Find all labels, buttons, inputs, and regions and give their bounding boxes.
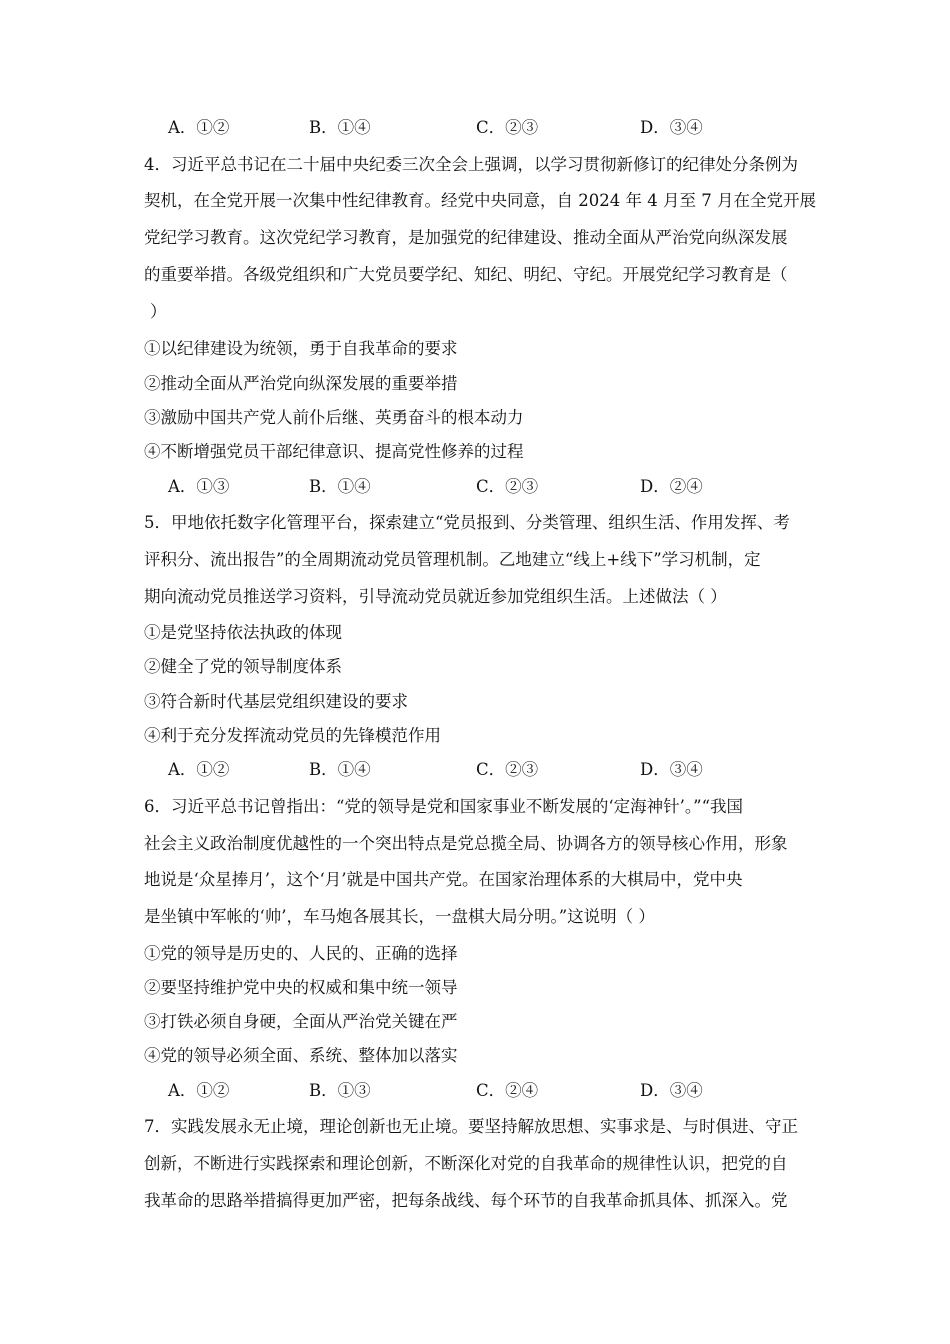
q5-statement-4: ④利于充分发挥流动党员的先锋模范作用 bbox=[144, 726, 441, 745]
q4-statement-2: ②推动全面从严治党向纵深发展的重要举措 bbox=[144, 374, 458, 393]
q7-stem-line: 创新，不断进行实践探索和理论创新，不断深化对党的自我革命的规律性认识，把党的自 bbox=[144, 1154, 788, 1173]
q6-stem-line: 地说是‘众星捧月’，这个‘月’就是中国共产党。在国家治理体系的大棋局中，党中央 bbox=[144, 870, 743, 889]
q4-statement-3: ③激励中国共产党人前仆后继、英勇奋斗的根本动力 bbox=[144, 408, 524, 427]
q4-stem-line: 的重要举措。各级党组织和广大党员要学纪、知纪、明纪、守纪。开展党纪学习教育是（ bbox=[144, 265, 788, 284]
q3-options bbox=[168, 118, 808, 138]
q6-statement-2: ②要坚持维护党中央的权威和集中统一领导 bbox=[144, 978, 458, 997]
q5-stem-line: 5．甲地依托数字化管理平台，探索建立“党员报到、分类管理、组织生活、作用发挥、考 bbox=[144, 513, 790, 532]
q4-option-d[interactable]: D．②④ bbox=[640, 477, 703, 496]
q6-statement-4: ④党的领导必须全面、系统、整体加以落实 bbox=[144, 1046, 458, 1065]
q6-option-d[interactable]: D．③④ bbox=[640, 1081, 703, 1100]
q5-statement-2: ②健全了党的领导制度体系 bbox=[144, 657, 342, 676]
q4-statement-1: ①以纪律建设为统领，勇于自我革命的要求 bbox=[144, 339, 458, 358]
q5-option-c[interactable]: C．②③ bbox=[476, 760, 539, 779]
q6-stem-line: 是坐镇中军帐的‘帅’，车马炮各展其长，一盘棋大局分明。”这说明（ ） bbox=[144, 907, 655, 926]
q4-stem-line: 契机，在全党开展一次集中性纪律教育。经党中央同意，自 2024 年 4 月至 7 月在全党开展 bbox=[144, 191, 816, 210]
q3-option-b[interactable]: B．①④ bbox=[309, 118, 371, 137]
q5-options bbox=[168, 760, 808, 780]
q4-statement-4: ④不断增强党员干部纪律意识、提高党性修养的过程 bbox=[144, 442, 524, 461]
q6-option-a[interactable]: A．①② bbox=[168, 1081, 230, 1100]
q6-options bbox=[168, 1081, 808, 1101]
q6-stem-line: 6．习近平总书记曾指出：“党的领导是党和国家事业不断发展的‘定海神针’。”“我国 bbox=[144, 797, 744, 816]
q4-stem-line: 党纪学习教育。这次党纪学习教育，是加强党的纪律建设、推动全面从严治党向纵深发展 bbox=[144, 228, 788, 247]
q7-stem-line: 7．实践发展永无止境，理论创新也无止境。要坚持解放思想、实事求是、与时俱进、守正 bbox=[144, 1117, 798, 1136]
q6-statement-3: ③打铁必须自身硬，全面从严治党关键在严 bbox=[144, 1012, 458, 1031]
q4-options bbox=[168, 477, 808, 497]
q4-option-a[interactable]: A．①③ bbox=[168, 477, 230, 496]
q5-option-d[interactable]: D．③④ bbox=[640, 760, 703, 779]
q3-option-d[interactable]: D．③④ bbox=[640, 118, 703, 137]
q5-stem-line: 评积分、流出报告”的全周期流动党员管理机制。乙地建立“线上+线下”学习机制，定 bbox=[144, 550, 761, 569]
q6-statement-1: ①党的领导是历史的、人民的、正确的选择 bbox=[144, 944, 458, 963]
q3-option-a[interactable]: A．①② bbox=[168, 118, 230, 137]
q5-option-a[interactable]: A．①② bbox=[168, 760, 230, 779]
q3-option-c[interactable]: C．②③ bbox=[476, 118, 539, 137]
q6-option-c[interactable]: C．②④ bbox=[476, 1081, 539, 1100]
q5-statement-3: ③符合新时代基层党组织建设的要求 bbox=[144, 692, 408, 711]
q4-stem-line: 4．习近平总书记在二十届中央纪委三次全会上强调，以学习贯彻新修订的纪律处分条例为 bbox=[144, 155, 798, 174]
q4-stem-line: ） bbox=[150, 302, 167, 321]
q4-option-b[interactable]: B．①④ bbox=[309, 477, 371, 496]
q5-option-b[interactable]: B．①④ bbox=[309, 760, 371, 779]
q5-statement-1: ①是党坚持依法执政的体现 bbox=[144, 623, 342, 642]
q6-option-b[interactable]: B．①③ bbox=[309, 1081, 371, 1100]
q5-stem-line: 期向流动党员推送学习资料，引导流动党员就近参加党组织生活。上述做法（ ） bbox=[144, 587, 727, 606]
q7-stem-line: 我革命的思路举措搞得更加严密，把每条战线、每个环节的自我革命抓具体、抓深入。党 bbox=[144, 1191, 788, 1210]
q6-stem-line: 社会主义政治制度优越性的一个突出特点是党总揽全局、协调各方的领导核心作用，形象 bbox=[144, 834, 788, 853]
q4-option-c[interactable]: C．②③ bbox=[476, 477, 539, 496]
